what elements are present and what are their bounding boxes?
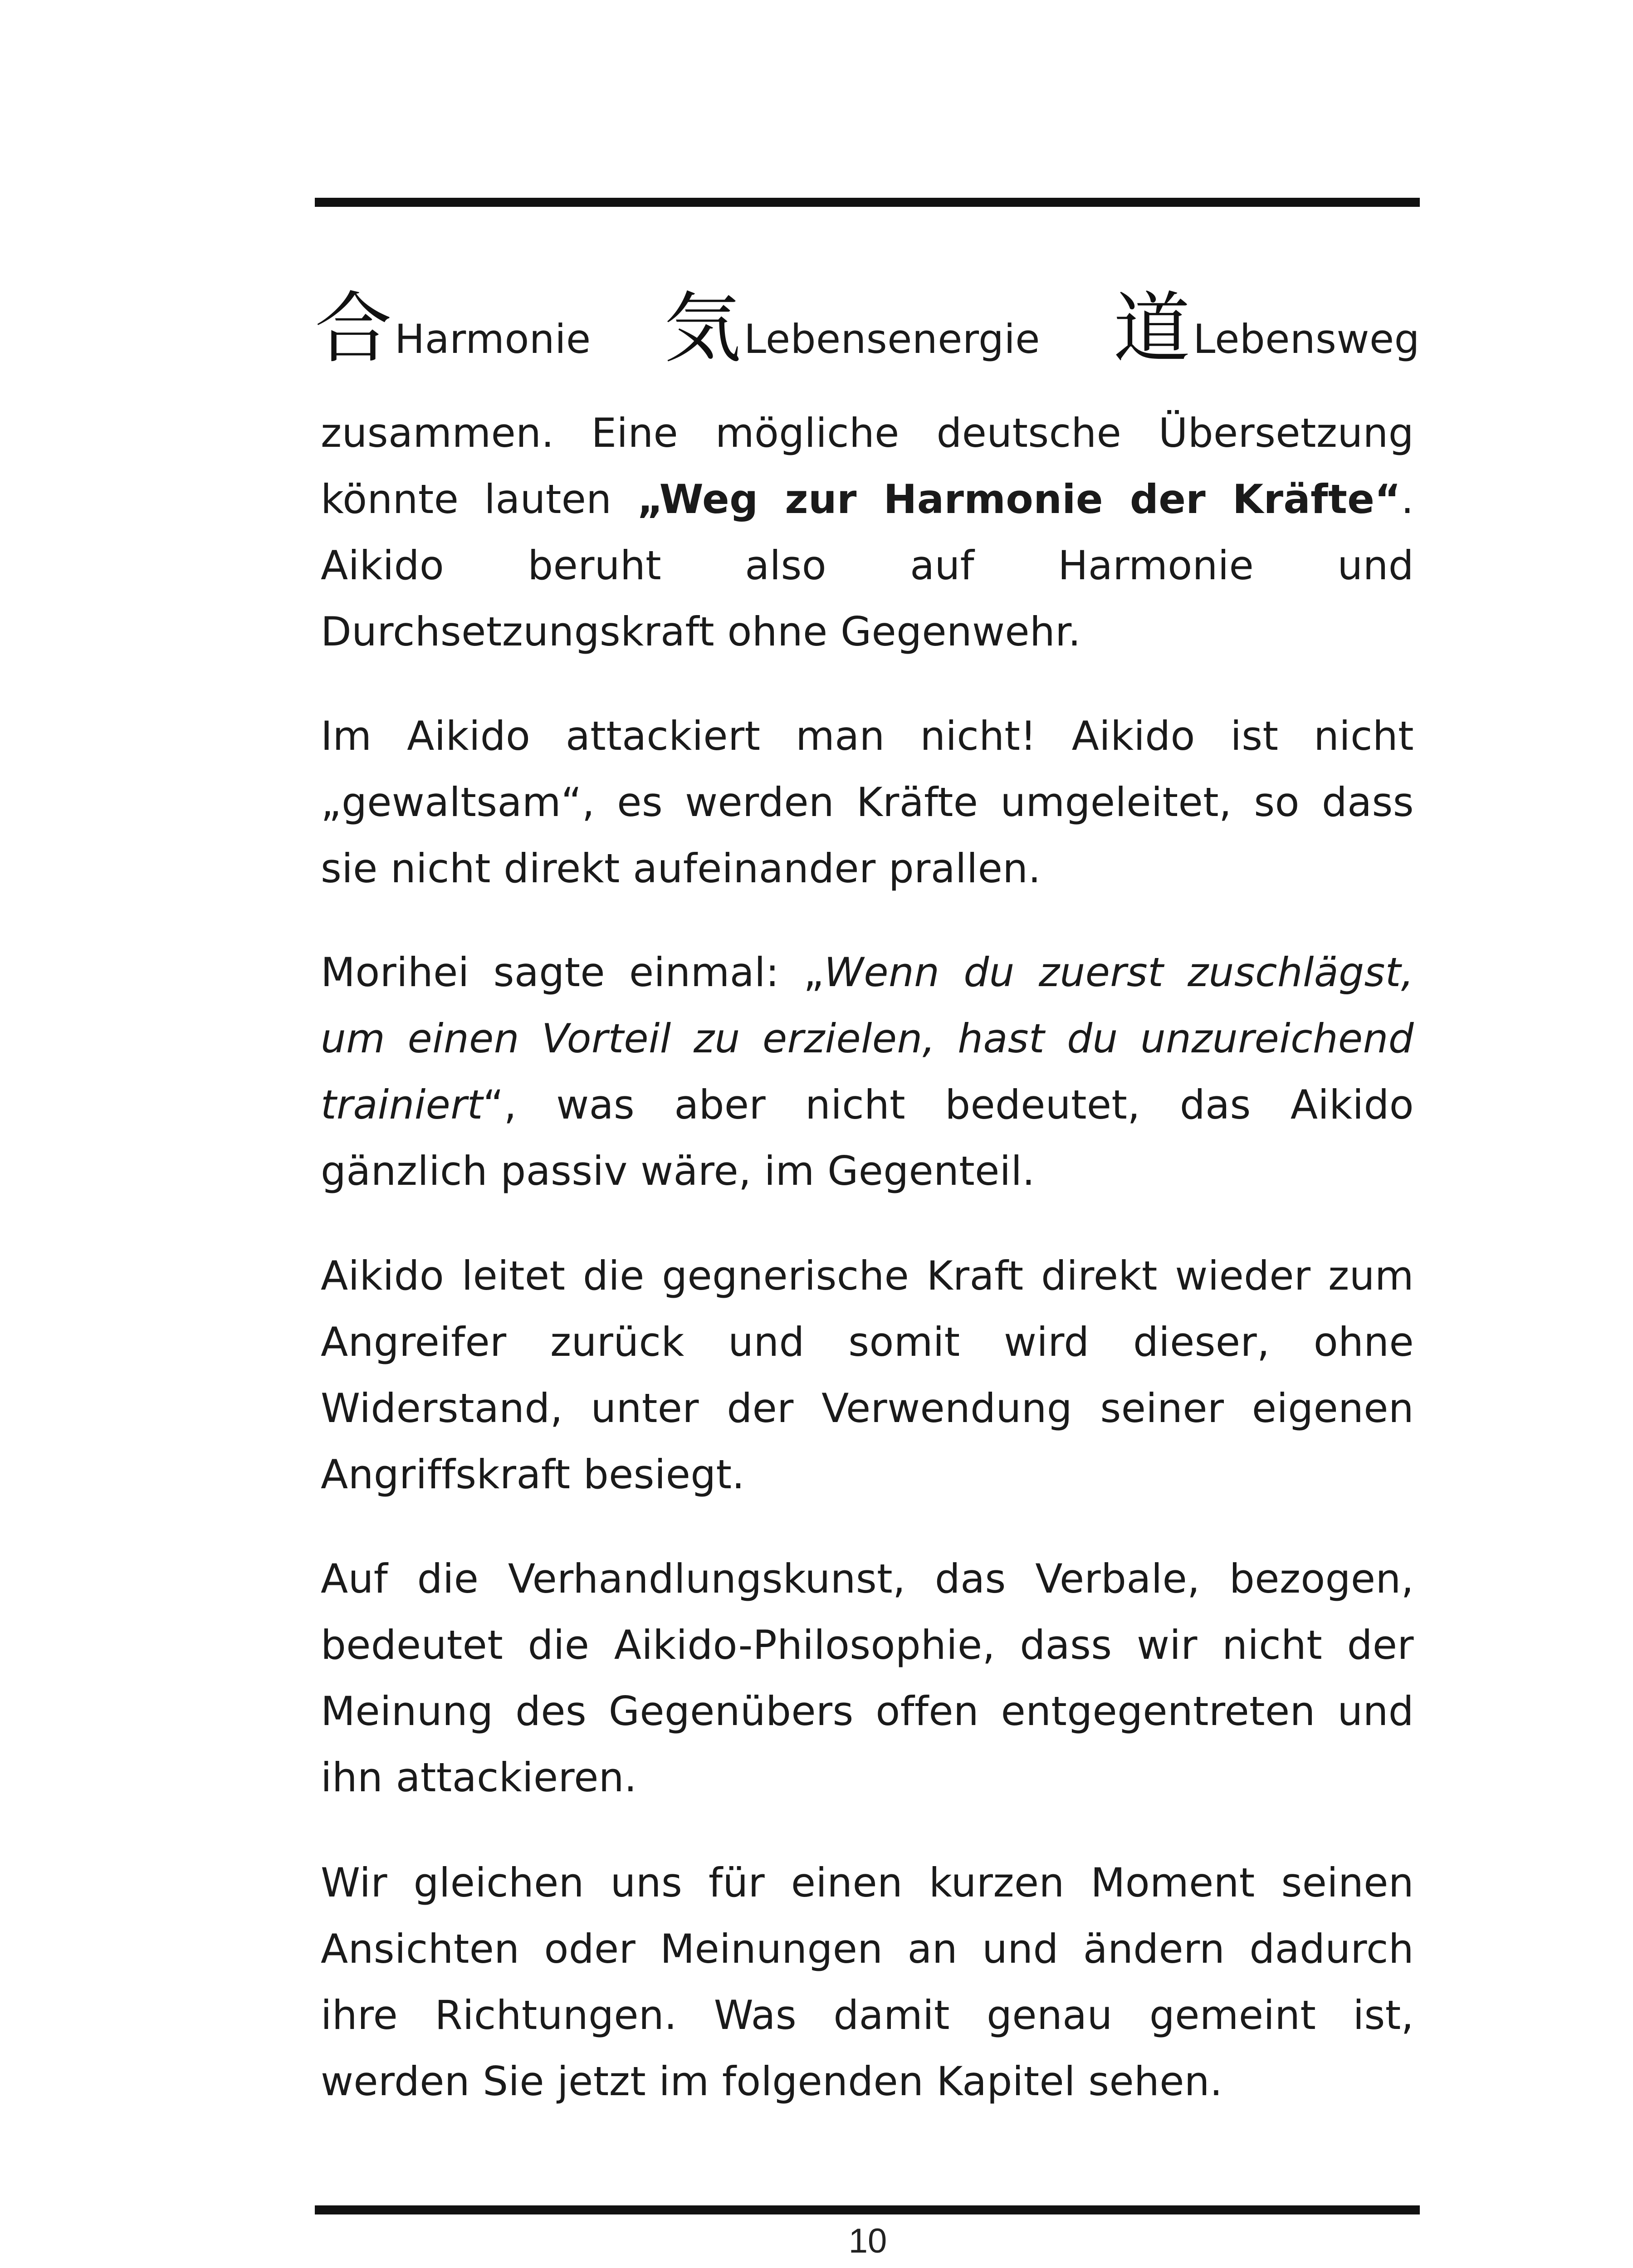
top-rule	[315, 198, 1420, 207]
kanji-item-lebensenergie	[664, 284, 1040, 374]
kanji-item-harmonie	[315, 284, 591, 374]
quote-text: Wenn du zuerst zuschlägst, um einen Vorteil zu erzielen, hast du unzureichend trainiert	[321, 949, 1414, 1128]
kanji-label-lebensweg: Lebensweg	[1193, 316, 1420, 362]
page-number: 10	[848, 2222, 887, 2260]
paragraph-translation-text-before: zusammen. Eine mögliche deutsche Übersetzung könnte lauten	[321, 410, 1414, 523]
kanji-row	[315, 268, 1420, 374]
kanji-ai: 合	[315, 284, 392, 374]
kanji-label-harmonie: Harmonie	[395, 316, 591, 362]
paragraph-negotiation: Auf die Verhandlungskunst, das Verbale, bezogen, bedeutet die Aikido-Philosophie, dass wir nicht der Meinung des Gegenübers offen entgegentreten und ihn attackieren.	[321, 1555, 1414, 1801]
bottom-rule	[315, 2205, 1420, 2214]
paragraph-redirect-force: Aikido leitet die gegnerische Kraft direkt wieder zum Angreifer zurück und somit wird dieser, ohne Widerstand, unter der Verwendung seiner eigenen Angriffskraft besiegt.	[321, 1252, 1414, 1498]
kanji-ki: 気	[664, 284, 742, 374]
translation-phrase: „Weg zur Harmonie der Kräfte“	[637, 476, 1401, 523]
paragraph-morihei-quote	[321, 939, 1414, 1204]
paragraph-translation	[321, 400, 1414, 665]
kanji-item-lebensweg	[1113, 284, 1420, 374]
quote-intro: Morihei sagte einmal: „	[321, 949, 825, 996]
paragraph-no-attack: Im Aikido attackiert man nicht! Aikido ist nicht „gewaltsam“, es werden Kräfte umgeleitet, so dass sie nicht direkt aufeinander prallen.	[321, 713, 1414, 892]
paragraph-translation-text-after: . Aikido beruht also auf Harmonie und Durchsetzungskraft ohne Gegenwehr.	[321, 476, 1414, 655]
kanji-do: 道	[1113, 284, 1191, 374]
kanji-label-lebensenergie: Lebensenergie	[744, 316, 1040, 362]
quote-outro: “, was aber nicht bedeutet, das Aikido gänzlich passiv wäre, im Gegenteil.	[321, 1081, 1414, 1194]
paragraph-adaptation: Wir gleichen uns für einen kurzen Moment seinen Ansichten oder Meinungen an und ändern dadurch ihre Richtungen. Was damit genau gemeint ist, werden Sie jetzt im folgenden Kapitel sehen.	[321, 1859, 1414, 2105]
